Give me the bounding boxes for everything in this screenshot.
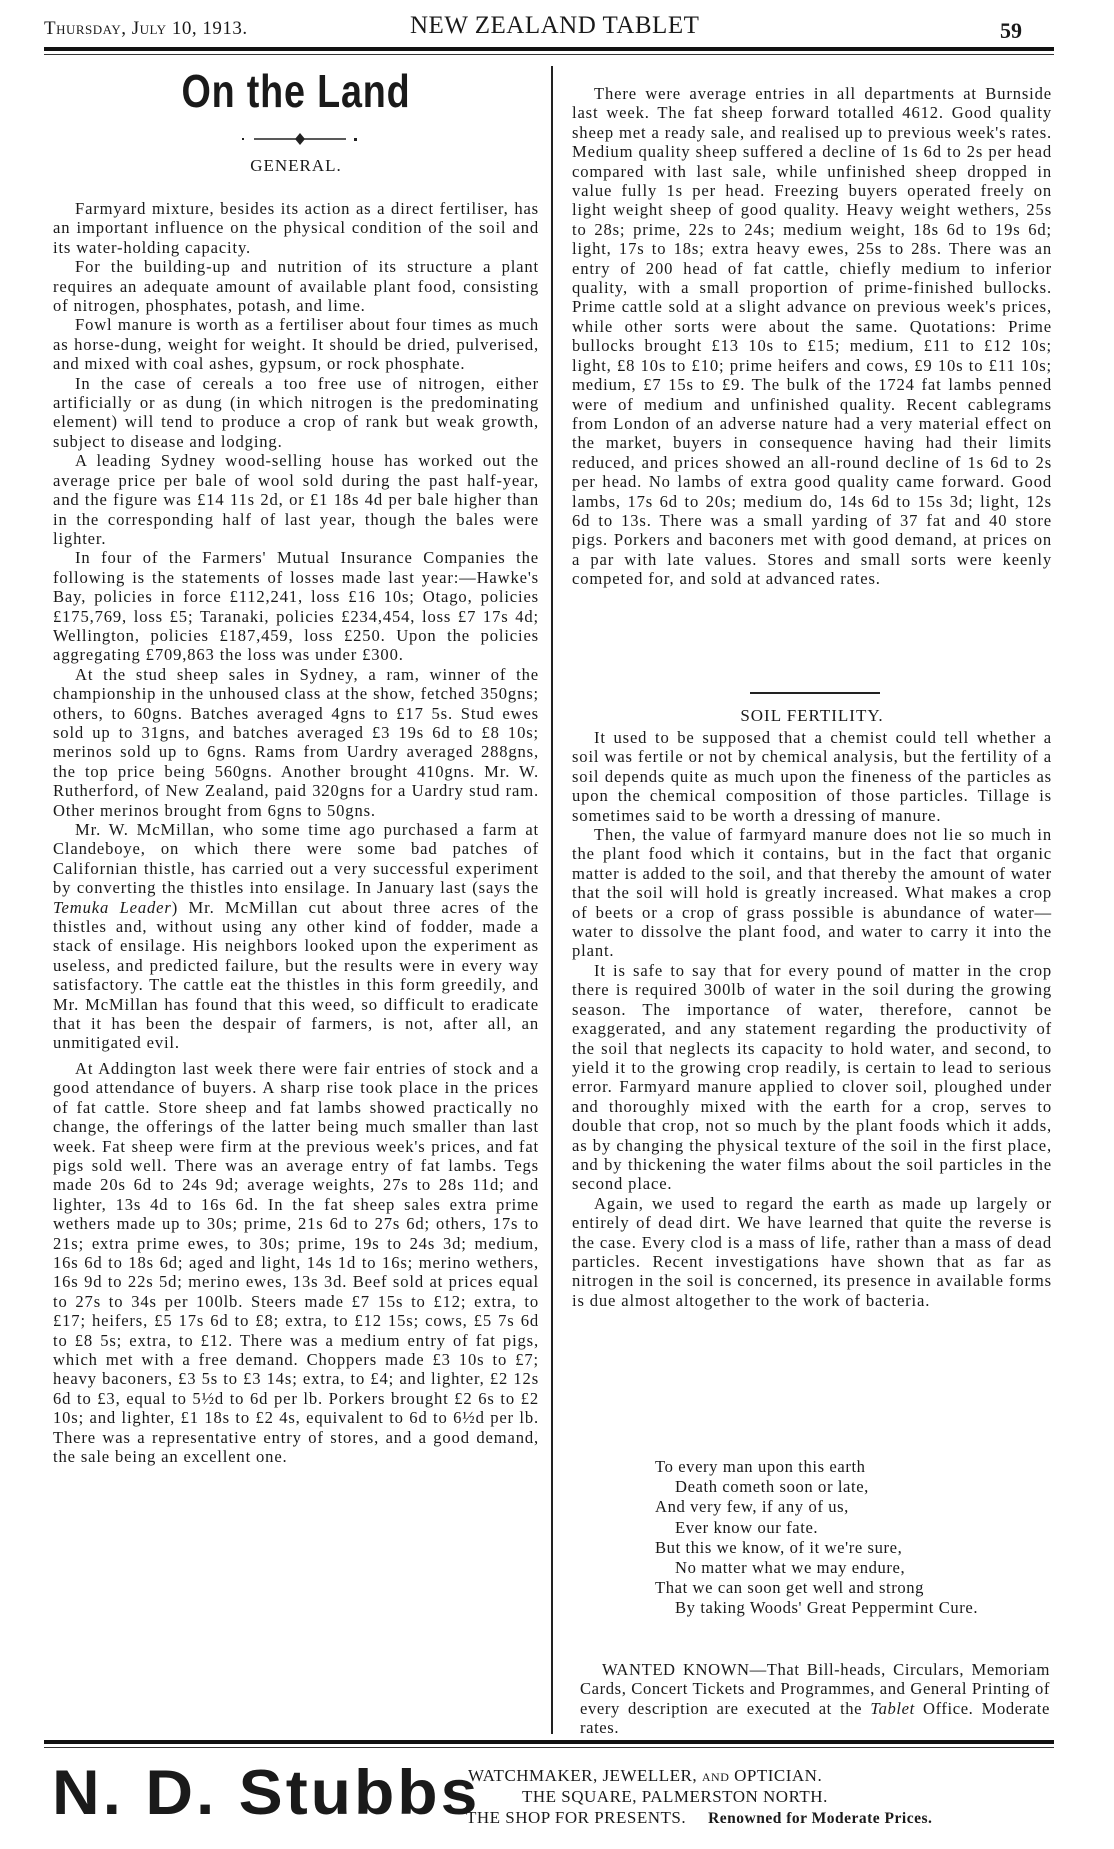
text: ) Mr. McMillan cut about three acres of the thistles and, without using any other kind of fodder, made a stack of ensilage. His neighbors looked upon the experiment as useless, and predicted failure, but the results were in every way satisfactory. The cattle eat the thistles in this form greedily, and Mr. McMillan has found that this weed, so difficult to eradicate that it has been the despair of farmers, is not, after all, an unmitigated evil.: [53, 897, 539, 1053]
soil-fertility-article: [572, 728, 1052, 1310]
header-rule: [44, 47, 1054, 51]
verse-line: To every man upon this earth: [655, 1457, 866, 1476]
ad-line: [466, 1765, 932, 1786]
text: WATCHMAKER, JEWELLER,: [468, 1766, 702, 1785]
wanted-known-notice: [580, 1660, 1050, 1738]
paragraph: Fowl manure is worth as a fertiliser about four times as much as horse-dung, weight for weight. It should be dried, pulverised, and mixed with coal ashes, gypsum, or rock phosphate.: [53, 315, 539, 374]
paragraph-burnside: There were average entries in all departments at Burnside last week. The fat sheep forward totalled 4612. Good quality sheep met a ready sale, and realised up to previous week's rates. Medium quality sheep suffered a decline of 1s 6d to 2s per head compared with last sale, while unfinished sheep dropped in value fully 1s per head. Freezing buyers operated freely on light weight sheep of good quality. Heavy weight wethers, 25s to 28s; prime, 22s to 24s; medium weight, 18s 6d to 19s 6d; light, 17s to 18s; extra heavy ewes, 25s to 28s. There was an entry of 200 head of fat cattle, chiefly medium to inferior quality, with a small proportion of prime-finished bullocks. Prime cattle sold at a slight advance on previous week's prices, while other sorts were about the same. Quotations: Prime bullocks brought £13 10s to £15; medium, £11 to £12 10s; light, £8 10s to £10; prime heifers and cows, £9 10s to £11 10s; medium, £7 15s to £9. The bulk of the 1724 fat lambs penned were of medium and unfinished quality. Recent cablegrams from London of an adverse nature had a very material effect on the market, buyers in consequence having had their limits reduced, and prices showed an all-round decline of 1s 6d to 2s per head. No lambs of extra good quality came forward. Good lambs, 17s 6d to 20s; medium do, 14s 6d to 15s 3d; light, 12s 6d to 13s. There was a small yarding of 37 fat and 40 store pigs. Porkers and baconers met with good demand, at prices on a par with late values. Stores and small sorts were keenly competed for, and sold at advanced rates.: [572, 84, 1052, 589]
ad-line: THE SQUARE, PALMERSTON NORTH.: [522, 1787, 828, 1806]
text: and: [701, 1766, 730, 1785]
paragraph: In the case of cereals a too free use of nitrogen, either artificially or as dung (in which nitrogen is the predominating element) will tend to produce a crop of rank but weak growth, subject to disease and lodging.: [53, 373, 539, 451]
verse-line: By taking Woods' Great Peppermint Cure.: [675, 1598, 979, 1618]
paragraph: Again, we used to regard the earth as made up largely or entirely of dead dirt. We have learned that quite the reverse is the case. Every clod is a mass of life, rather than a mass of dead particles. Recent investigations have shown that as far as nitrogen in the soil is concerned, its presence in available forms is due almost altogether to the work of bacteria.: [572, 1193, 1053, 1310]
footer-rule-thin: [44, 1747, 1054, 1748]
peppermint-cure-verse: [655, 1457, 978, 1619]
verse-line: But this we know, of it we're sure,: [655, 1537, 903, 1557]
header-rule-thin: [44, 54, 1054, 55]
paragraph: In four of the Farmers' Mutual Insurance Companies the following is the statements of losses made last year:—Hawke's Bay, policies in force £112,241, loss £16 10s; Otago, policies £175,769, loss £5; Taranaki, policies £234,454, loss £7 17s 4d; Wellington, policies £187,459, loss £250. Upon the policies aggregating £709,863 the loss was under £300.: [53, 548, 539, 665]
newspaper-name: Temuka Leader: [53, 897, 172, 917]
text: Office. Moderate rates.: [580, 1698, 1050, 1738]
advertisement-text: [466, 1765, 932, 1829]
paragraph: Then, the value of farmyard manure does not lie so much in the plant food which it contains, but in the fact that organic matter is added to the soil, and that thereby the amount of water that the soil will hold is greatly increased. What makes a crop of beets or a crop of grass possible is abundance of water—water to dissolve the plant food, and water to carry it into the plant.: [572, 825, 1052, 961]
section-title: On the Land: [181, 65, 411, 117]
subhead-soil-fertility: SOIL FERTILITY.: [740, 706, 884, 725]
text: OPTICIAN.: [729, 1766, 823, 1785]
issue-date: Thursday, July 10, 1913.: [44, 18, 248, 39]
notice-text: [580, 1660, 1050, 1738]
footer-rule: [44, 1740, 1054, 1744]
right-column: [572, 84, 1052, 589]
section-rule: [750, 692, 880, 694]
paragraph: At the stud sheep sales in Sydney, a ram, winner of the championship in the unhoused class at the show, fetched 350gns; others, to 60gns. Batches averaged 4gns to £17 5s. Stud ewes sold up to 31gns, and batches averaged £3 19s 6d to £8 10s; merinos sold up to 6gns. Rams from Uardry averaged 288gns, the top price being 560gns. Another brought 410gns. Mr. W. Rutherford, of New Zealand, paid 320gns for a Uardry stud ram. Other merinos brought from 6gns to 50gns.: [53, 664, 539, 820]
ornament-divider-icon: [240, 132, 360, 146]
paragraph-addington: At Addington last week there were fair entries of stock and a good attendance of buyers. A sharp rise took place in the prices of fat cattle. Store sheep and fat lambs showed practically no change, the offerings of the latter being much smaller than last week. Fat sheep were firm at the previous week's prices, and fat pigs sold well. There was an average entry of fat lambs. Tegs made 20s 6d to 24s 9d; average weights, 27s to 28s 11d; and lighter, 13s 4d to 16s 6d. In the fat sheep sales extra prime wethers made up to 30s; prime, 21s 6d to 27s 6d; others, 17s to 21s; extra prime ewes, to 30s; prime, 19s to 24s 3d; medium, 16s 6d to 18s 6d; aged and light, 14s 1d to 16s; merino wethers, 16s 9d to 22s 5d; merino ewes, 13s 3d. Beef sold at prices equal to 27s to 34s per 100lb. Steers made £7 15s to £12; extra, to £17; heifers, £5 17s 6d to £8; extra, to £12 15s; cows, £5 7s 6d to £8 5s; extra, to £12. There was a medium entry of fat pigs, which met with a free demand. Choppers made £3 10s to £7; heavy baconers, £3 5s to £3 14s; extra, to £4; and lighter, £2 12s 6d to £3, equal to 5½d to 6d per lb. Porkers brought £2 6s to £2 10s; and lighter, £1 18s to £2 4s, equivalent to 6d to 6½d per lb. There was a representative entry of stores, and a good demand, the sale being an excellent one.: [53, 1058, 539, 1466]
subhead-general: GENERAL.: [250, 156, 342, 175]
verse-line: That we can soon get well and strong: [655, 1578, 925, 1598]
column-divider: [551, 66, 553, 1734]
publication-title: NEW ZEALAND TABLET: [410, 12, 700, 39]
verse-line: Death cometh soon or late,: [675, 1477, 869, 1497]
paragraph: For the building-up and nutrition of its structure a plant requires an adequate amount of available plant food, consisting of nitrogen, phosphates, potash, and lime.: [53, 257, 539, 316]
left-column: [53, 199, 539, 1466]
advertiser-name: N. D. Stubbs: [52, 1756, 481, 1828]
text: Mr. W. McMillan, who some time ago purchased a farm at Clandeboye, on which there were some bad patches of Californian thistle, has carried out a very successful experiment by converting the thistles into ensilage. In January last (says the: [53, 820, 539, 898]
text: WANTED KNOWN—That Bill-heads, Circulars, Memoriam Cards, Concert Tickets and Programmes, and General Printing of every description are executed at the: [580, 1660, 1050, 1718]
tablet-name: Tablet: [870, 1698, 915, 1718]
verse-line: Ever know our fate.: [675, 1517, 819, 1537]
verse-line: And very few, if any of us,: [655, 1497, 849, 1517]
text: Renowned for Moderate Prices.: [708, 1810, 933, 1827]
text: THE SHOP FOR PRESENTS.: [466, 1808, 687, 1827]
paragraph: A leading Sydney wood-selling house has worked out the average price per bale of wool sold during the past half-year, and the figure was £14 11s 2d, or £1 18s 4d per bale higher than in the corresponding half of last year, though the bales were lighter.: [53, 451, 539, 548]
paragraph-mcmillan: [53, 820, 539, 1053]
page-number: 59: [1000, 18, 1022, 43]
paragraph: It used to be supposed that a chemist could tell whether a soil was fertile or not by chemical analysis, but the fertility of a soil depends quite as much upon the fineness of the particles as upon the chemical composition of those particles. Tillage is sometimes said to be worth a dressing of manure.: [572, 728, 1052, 825]
paragraph: Farmyard mixture, besides its action as a direct fertiliser, has an important influence on the physical condition of the soil and its water-holding capacity.: [53, 199, 539, 257]
verse-line: No matter what we may endure,: [675, 1558, 906, 1578]
paragraph: It is safe to say that for every pound of matter in the crop there is required 300lb of water in the soil during the growing season. The importance of water, therefore, cannot be exaggerated, and any statement regarding the productivity of the soil that neglects its capacity to hold water, and second, to yield it to the growing crop readily, is certain to lead to serious error. Farmyard manure applied to clover soil, ploughed under and thoroughly mixed with the earth for a crop, serves to double that crop, not so much by the plant foods which it adds, as by changing the physical texture of the soil in the first place, and by thickening the water films about the soil particles in the second place.: [572, 960, 1052, 1194]
ad-line: [466, 1807, 932, 1829]
